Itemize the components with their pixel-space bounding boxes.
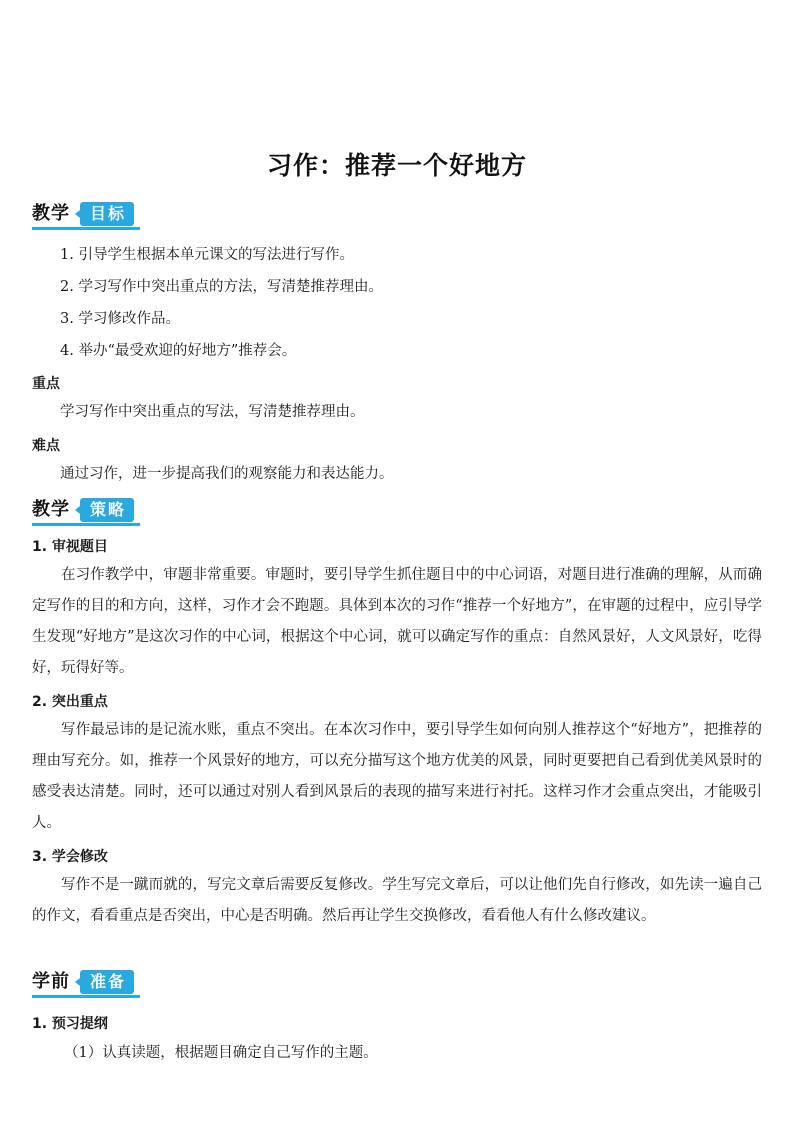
prep-heading: 1. 预习提纲 (32, 1016, 108, 1032)
goal-item: 3. 学习修改作品。 (60, 311, 180, 327)
goal-item: 4. 举办“最受欢迎的好地方”推荐会。 (60, 343, 297, 359)
banner-label: 教学 (32, 203, 70, 224)
difficulty-heading: 难点 (32, 438, 60, 454)
section-banner-strategy (32, 496, 142, 526)
section-banner-goals (32, 200, 142, 230)
key-point-heading: 重点 (32, 376, 60, 392)
prep-item: （1）认真读题，根据题目确定自己写作的主题。 (64, 1045, 378, 1061)
banner-label: 教学 (32, 499, 70, 520)
strategy-heading: 2. 突出重点 (32, 694, 108, 710)
banner-underline (32, 523, 140, 526)
section-banner-prep (32, 968, 142, 998)
strategy-paragraph: 写作不是一蹴而就的，写完文章后需要反复修改。学生写完文章后，可以让他们先自行修改，如先读一遍自己的作文，看看重点是否突出，中心是否明确。然后再让学生交换修改，看看他人有什么修改建议。 (32, 877, 762, 924)
strategy-heading: 1. 审视题目 (32, 539, 108, 555)
strategy-paragraph: 写作最忌讳的是记流水账，重点不突出。在本次习作中，要引导学生如何向别人推荐这个“好地方”，把推荐的理由写充分。如，推荐一个风景好的地方，可以充分描写这个地方优美的风景，同时更要把自己看到优美风景时的感受表达清楚。同时，还可以通过对别人看到风景后的表现的描写来进行衬托。这样习作才会重点突出，才能吸引人。 (32, 722, 762, 831)
strategy-heading: 3. 学会修改 (32, 849, 108, 865)
banner-label: 学前 (32, 971, 70, 992)
page-title: 习作：推荐一个好地方 (266, 151, 527, 180)
banner-underline (32, 995, 140, 998)
goal-item: 1. 引导学生根据本单元课文的写法进行写作。 (60, 247, 354, 263)
strategy-paragraph: 在习作教学中，审题非常重要。审题时，要引导学生抓住题目中的中心词语，对题目进行准确的理解，从而确定写作的目的和方向，这样，习作才会不跑题。具体到本次的习作“推荐一个好地方”，在审题的过程中，应引导学生发现“好地方”是这次习作的中心词，根据这个中心词，就可以确定写作的重点：自然风景好，人文风景好，吃得好，玩得好等。 (32, 567, 762, 676)
banner-badge: 策略 (80, 498, 134, 522)
banner-badge: 目标 (80, 202, 134, 226)
banner-underline (32, 227, 140, 230)
difficulty-text: 通过习作，进一步提高我们的观察能力和表达能力。 (60, 466, 394, 482)
goal-item: 2. 学习写作中突出重点的方法，写清楚推荐理由。 (60, 279, 383, 295)
key-point-text: 学习写作中突出重点的写法，写清楚推荐理由。 (60, 404, 365, 420)
banner-badge: 准备 (80, 970, 134, 994)
